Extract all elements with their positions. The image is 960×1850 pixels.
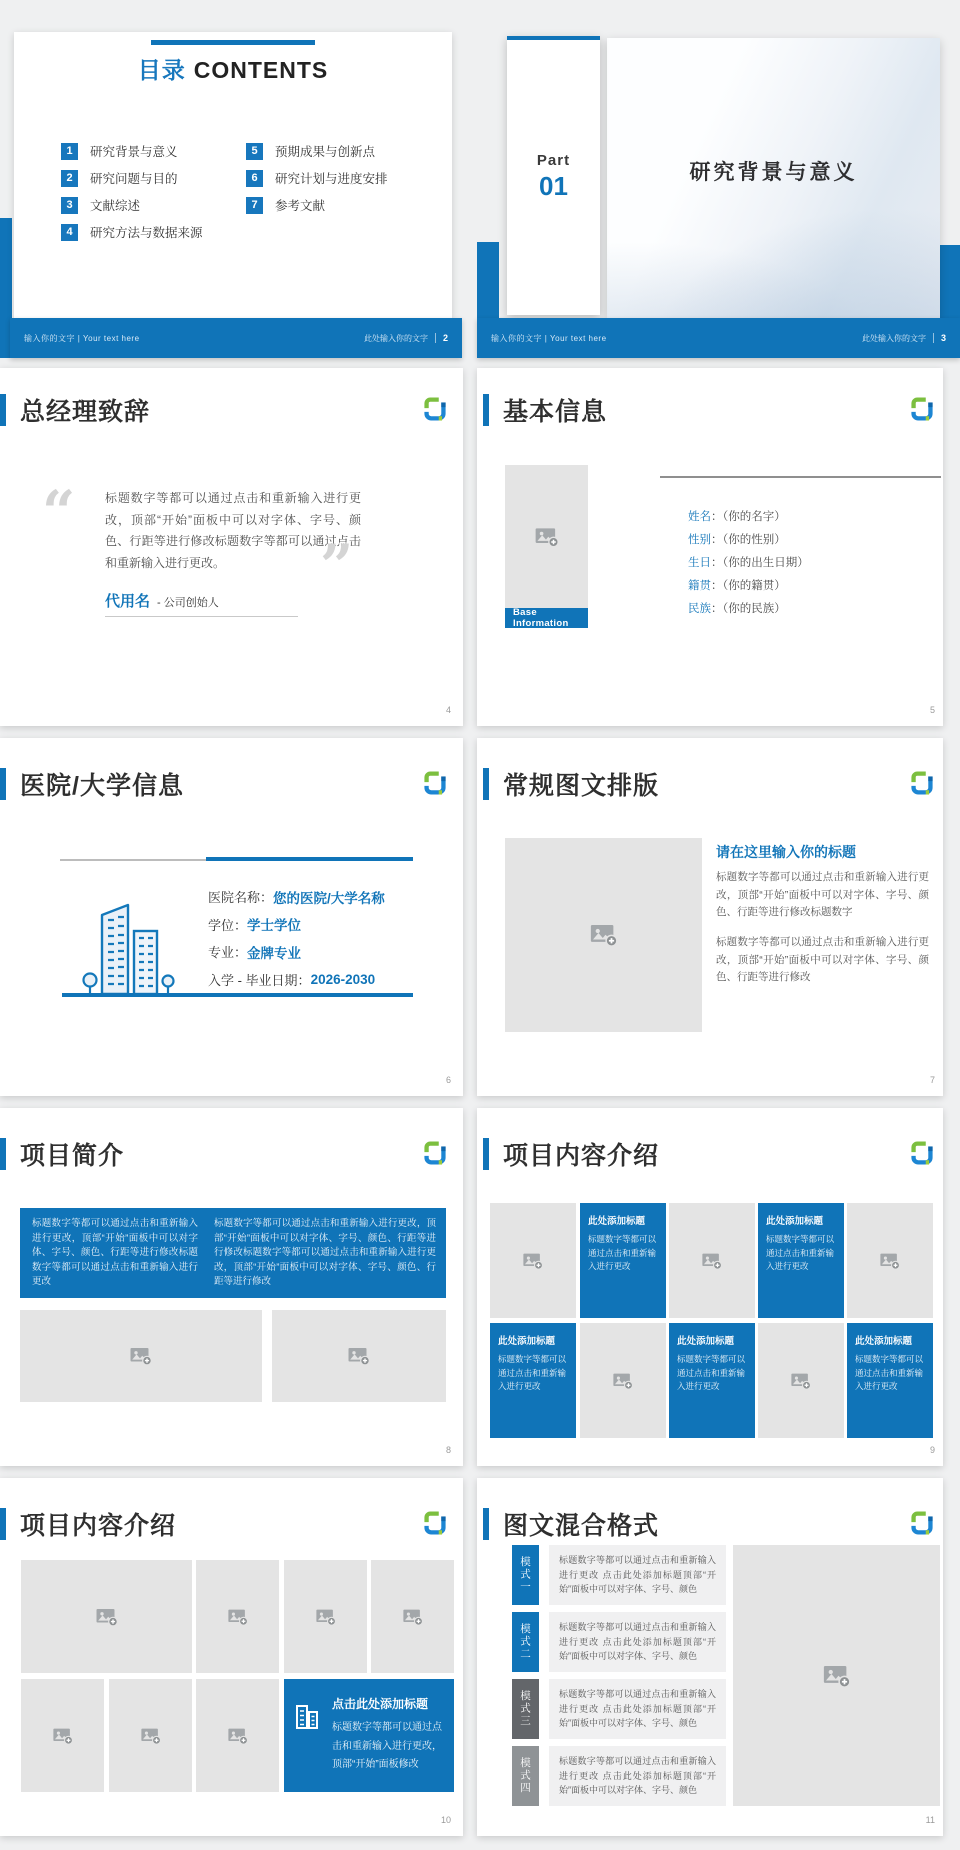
info-label: 籍贯 — [688, 580, 711, 593]
toc-item-label: 研究计划与进度安排 — [275, 172, 388, 186]
divider-line-blue — [206, 857, 413, 861]
image-placeholder-icon — [227, 1725, 249, 1747]
slide-title: 项目内容介绍 — [20, 1512, 177, 1540]
toc-item[interactable] — [246, 196, 325, 214]
brand-logo-icon — [420, 1138, 450, 1168]
mosaic-tile-image[interactable] — [580, 1323, 666, 1438]
info-row — [208, 911, 385, 939]
info-value: 学士学位 — [247, 918, 302, 934]
page-number: 8 — [445, 1445, 451, 1455]
grid-image-cell[interactable] — [21, 1560, 192, 1673]
toc-item-label: 研究方法与数据来源 — [90, 226, 203, 240]
title-accent-bar — [0, 1138, 6, 1170]
info-label: 姓名 — [688, 510, 711, 523]
toc-number-badge: 4 — [61, 224, 78, 241]
banner-paragraph: 标题数字等都可以通过点击和重新输入进行更改，顶部“开始”面板中可以对字体、字号、颜色、行距等进行修改标题数字等都可以通过点击和重新输入进行更改，顶部“开始”面板中可以对字体、字号、颜色、行距等进行修改 — [214, 1218, 436, 1288]
hospital-field-list — [208, 883, 385, 993]
mosaic-tile-text[interactable] — [490, 1323, 576, 1438]
brand-logo-icon — [420, 1508, 450, 1538]
part-label: Part — [536, 152, 571, 169]
mode-tab[interactable] — [512, 1545, 539, 1605]
feature-text-block — [332, 1695, 450, 1775]
slide-3-section-image-panel[interactable] — [607, 38, 940, 318]
toc-item-label: 文献综述 — [90, 199, 141, 213]
info-row — [688, 504, 809, 527]
info-label: 入学 - 毕业日期： — [208, 972, 311, 988]
title-accent-bar — [483, 394, 489, 426]
large-image-placeholder[interactable] — [733, 1545, 940, 1806]
title-accent-bar — [483, 768, 489, 800]
image-placeholder-icon — [347, 1344, 371, 1368]
tile-text: 标题数字等都可以通过点击和重新输入进行更改 — [677, 1354, 746, 1391]
info-row — [208, 883, 385, 911]
toc-number-badge: 6 — [246, 170, 263, 187]
image-placeholder-icon — [701, 1250, 723, 1272]
image-placeholder-icon — [879, 1250, 901, 1272]
info-value: ：（你的民族） — [711, 603, 786, 616]
toc-item[interactable] — [61, 142, 178, 160]
grid-image-cell[interactable] — [21, 1679, 104, 1792]
intro-banner — [20, 1208, 446, 1298]
toc-title-zh: 目录 — [137, 57, 186, 83]
mode-tab[interactable] — [512, 1746, 539, 1806]
footer-right-text — [364, 333, 448, 344]
quote-text: 标题数字等都可以通过点击和重新输入进行更改，顶部“开始”面板中可以对字体、字号、颜色、行距等进行修改标题数字等都可以通过点击和重新输入进行更改。 — [105, 491, 361, 570]
page-number: 11 — [925, 1815, 935, 1825]
brand-logo-icon — [907, 1508, 937, 1538]
part-card[interactable] — [507, 36, 600, 315]
slide-title: 常规图文排版 — [503, 772, 660, 800]
building-white-icon — [294, 1703, 320, 1731]
toc-number-badge: 1 — [61, 143, 78, 160]
image-placeholder-icon — [315, 1606, 337, 1628]
title-accent-bar — [0, 768, 6, 800]
body-paragraph: 标题数字等都可以通过点击和重新输入进行更改，顶部“开始”面板中可以对字体、字号、颜色、行距等进行修改 — [716, 936, 929, 983]
info-value: ：（你的出生日期） — [711, 556, 809, 569]
image-placeholder-icon — [790, 1370, 812, 1392]
image-placeholder-icon — [402, 1606, 424, 1628]
grid-image-cell[interactable] — [284, 1560, 367, 1673]
quote-open-glyph: “ — [42, 478, 76, 546]
mosaic-tile-image[interactable] — [669, 1203, 755, 1318]
page-number: 7 — [929, 1075, 935, 1085]
slide-10-project-content-grid[interactable] — [0, 1478, 463, 1836]
toc-item-label: 研究问题与目的 — [90, 172, 178, 186]
info-label: 学位： — [208, 917, 248, 933]
mode-tab-label: 模式一 — [519, 1556, 531, 1594]
image-placeholder-icon — [52, 1725, 74, 1747]
feature-box[interactable] — [284, 1679, 454, 1792]
info-row — [688, 574, 809, 597]
toc-item[interactable] — [61, 169, 178, 187]
info-value: ：（你的籍贯） — [711, 580, 786, 593]
tile-title: 此处添加标题 — [855, 1336, 913, 1347]
slide-2-table-of-contents[interactable] — [14, 32, 452, 318]
mode-text-panel: 标题数字等都可以通过点击和重新输入进行更改 点击此处添加标题顶部“开始”面板中可以对字体、字号、颜色 — [549, 1612, 726, 1672]
quote-author: 代用名 — [105, 593, 151, 610]
image-placeholder-box[interactable] — [20, 1310, 262, 1402]
toc-title — [14, 52, 452, 85]
content-heading: 请在这里输入你的标题 — [716, 844, 856, 860]
slide-title: 项目内容介绍 — [503, 1142, 660, 1170]
mosaic-tile-image[interactable] — [758, 1323, 844, 1438]
tile-title: 此处添加标题 — [766, 1216, 824, 1227]
slide-title: 基本信息 — [503, 398, 608, 426]
grid-image-cell[interactable] — [196, 1679, 279, 1792]
info-value: ：（你的名字） — [711, 510, 786, 523]
part-number: 01 — [539, 171, 568, 201]
photo-caption: Base Information — [505, 608, 588, 628]
slide-title: 图文混合格式 — [503, 1512, 660, 1540]
banner-paragraph: 标题数字等都可以通过点击和重新输入进行更改，顶部“开始”面板中可以对字体、字号、颜色、行距等进行修改标题数字等都可以通过点击和重新输入进行更改 — [32, 1218, 198, 1288]
slide-6-hospital-university-info[interactable] — [0, 738, 463, 1096]
quote-author-row — [105, 590, 219, 611]
grid-image-cell[interactable] — [196, 1560, 279, 1673]
brand-logo-icon — [907, 394, 937, 424]
info-row — [688, 550, 809, 573]
mode-tab[interactable] — [512, 1612, 539, 1672]
toc-number-badge: 2 — [61, 170, 78, 187]
info-value: 您的医院/大学名称 — [273, 890, 385, 906]
toc-item[interactable] — [61, 196, 140, 214]
toc-item-label: 参考文献 — [275, 199, 326, 213]
slide-footer-bar — [10, 318, 462, 358]
info-label: 专业： — [208, 945, 248, 961]
tile-title: 此处添加标题 — [677, 1336, 735, 1347]
toc-number-badge: 7 — [246, 197, 263, 214]
photo-placeholder[interactable] — [505, 465, 588, 608]
mosaic-tile-image[interactable] — [847, 1203, 933, 1318]
footer-left-text: 输入你的文字 | Your text here — [24, 333, 140, 343]
image-placeholder-icon — [129, 1344, 153, 1368]
info-row — [208, 966, 385, 994]
slide-footer-bar — [477, 318, 960, 358]
page-number: 9 — [929, 1445, 935, 1455]
toc-number-badge: 5 — [246, 143, 263, 160]
image-placeholder-box[interactable] — [505, 838, 702, 1032]
page-number: 6 — [445, 1075, 451, 1085]
tile-text: 标题数字等都可以通过点击和重新输入进行更改 — [766, 1234, 835, 1271]
brand-logo-icon — [907, 1138, 937, 1168]
mode-text-panel: 标题数字等都可以通过点击和重新输入进行更改 点击此处添加标题顶部“开始”面板中可以对字体、字号、颜色 — [549, 1679, 726, 1739]
toc-item-label: 研究背景与意义 — [90, 145, 178, 159]
info-value: 2026-2030 — [310, 971, 376, 987]
grid-image-cell[interactable] — [371, 1560, 454, 1673]
image-placeholder-icon — [822, 1661, 852, 1691]
image-placeholder-icon — [589, 920, 619, 950]
mode-text-panel: 标题数字等都可以通过点击和重新输入进行更改 点击此处添加标题顶部“开始”面板中可以对字体、字号、颜色 — [549, 1545, 726, 1605]
page-number: 5 — [929, 705, 935, 715]
info-row — [688, 527, 809, 550]
slide-7-text-image-layout[interactable] — [477, 738, 943, 1096]
info-label: 生日 — [688, 556, 711, 569]
mosaic-tile-image[interactable] — [490, 1203, 576, 1318]
tile-text: 标题数字等都可以通过点击和重新输入进行更改 — [588, 1234, 657, 1271]
mosaic-tile-text[interactable] — [669, 1323, 755, 1438]
slide-5-basic-info[interactable] — [477, 368, 943, 726]
divider-line-gray — [60, 859, 206, 861]
toc-item[interactable] — [246, 142, 375, 160]
title-accent-bar — [0, 1508, 6, 1540]
title-accent-bar — [483, 1508, 489, 1540]
info-label: 民族 — [688, 603, 711, 616]
brand-logo-icon — [420, 768, 450, 798]
info-label: 医院名称： — [208, 890, 274, 906]
slide-title: 项目简介 — [20, 1142, 125, 1170]
info-field-list — [688, 504, 809, 620]
mosaic-tile-text[interactable] — [847, 1323, 933, 1438]
image-placeholder-icon — [140, 1725, 162, 1747]
tile-text: 标题数字等都可以通过点击和重新输入进行更改 — [855, 1354, 924, 1391]
info-label: 性别 — [688, 533, 711, 546]
mode-tab-label: 模式二 — [519, 1623, 531, 1661]
image-placeholder-icon — [95, 1605, 119, 1629]
tile-text: 标题数字等都可以通过点击和重新输入进行更改 — [498, 1354, 567, 1391]
brand-logo-icon — [420, 394, 450, 424]
title-accent-bar — [0, 394, 6, 426]
info-divider — [660, 476, 941, 478]
mosaic-tile-text[interactable] — [758, 1203, 844, 1318]
toc-title-top-bar — [151, 40, 315, 45]
quote-author-role: - 公司创始人 — [157, 597, 219, 609]
page-number: 4 — [445, 705, 451, 715]
toc-item[interactable] — [246, 169, 388, 187]
footer-right-label: 此处输入你的文字 — [861, 333, 926, 343]
mosaic-tile-text[interactable] — [580, 1203, 666, 1318]
title-accent-bar — [483, 1138, 489, 1170]
grid-image-cell[interactable] — [109, 1679, 192, 1792]
quote-close-glyph: ” — [320, 532, 354, 600]
mode-text-panel: 标题数字等都可以通过点击和重新输入进行更改 点击此处添加标题顶部“开始”面板中可以对字体、字号、颜色 — [549, 1746, 726, 1806]
toc-number-badge: 3 — [61, 197, 78, 214]
mode-tab-label: 模式四 — [519, 1757, 531, 1795]
image-placeholder-icon — [522, 1250, 544, 1272]
footer-left-text: 输入你的文字 | Your text here — [491, 333, 607, 343]
feature-text: 标题数字等都可以通过点击和重新输入进行更改，顶部“开始”面板修改 — [332, 1722, 442, 1770]
slide-title: 医院/大学信息 — [20, 772, 184, 800]
info-row — [688, 597, 809, 620]
body-paragraph: 标题数字等都可以通过点击和重新输入进行更改，顶部“开始”面板中可以对字体、字号、颜色、行距等进行修改标题数字 — [716, 871, 929, 918]
feature-title: 点击此处添加标题 — [332, 1697, 429, 1711]
slide-8-project-intro[interactable] — [0, 1108, 463, 1466]
page-number: 10 — [440, 1815, 451, 1825]
ground-line-blue — [62, 993, 413, 997]
info-value: ：（你的性别） — [711, 533, 786, 546]
info-row — [208, 938, 385, 966]
slide-11-mixed-format[interactable] — [477, 1478, 943, 1836]
toc-item[interactable] — [61, 223, 203, 241]
brand-logo-icon — [907, 768, 937, 798]
toc-item-label: 预期成果与创新点 — [275, 145, 376, 159]
image-placeholder-box[interactable] — [272, 1310, 446, 1402]
info-value: 金牌专业 — [247, 945, 302, 961]
building-illustration-icon — [80, 894, 180, 998]
mode-tab[interactable] — [512, 1679, 539, 1739]
tile-title: 此处添加标题 — [588, 1216, 646, 1227]
image-placeholder-icon — [612, 1370, 634, 1392]
author-divider — [105, 616, 298, 617]
tile-title: 此处添加标题 — [498, 1336, 556, 1347]
footer-page-number: 2 — [435, 333, 448, 343]
image-placeholder-icon — [227, 1606, 249, 1628]
slide-9-project-content-mosaic[interactable] — [477, 1108, 943, 1466]
image-placeholder-icon — [534, 524, 560, 550]
toc-title-en: CONTENTS — [193, 57, 329, 83]
footer-page-number: 3 — [933, 333, 946, 343]
footer-right-text — [862, 333, 946, 344]
section-title: 研究背景与意义 — [689, 161, 858, 184]
footer-right-label: 此处输入你的文字 — [363, 333, 428, 343]
mode-tab-label: 模式三 — [519, 1690, 531, 1728]
slide-title: 总经理致辞 — [20, 398, 151, 426]
slide-4-ceo-speech[interactable] — [0, 368, 463, 726]
